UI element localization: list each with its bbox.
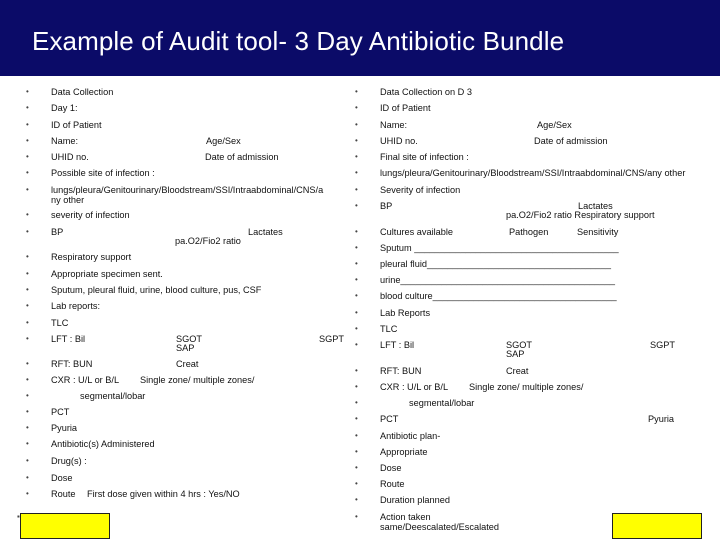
right-cultures: • Cultures available: [355, 227, 454, 237]
right-blood-culture: • blood culture____________________________________: [355, 291, 617, 301]
right-action-taken: • Action taken same/Deescalated/Escalated: [355, 512, 499, 532]
left-zones: Single zone/ multiple zones/: [140, 375, 255, 385]
left-highlight-box: [20, 513, 110, 539]
right-tlc: • TLC: [355, 324, 398, 334]
right-cxr: • CXR : U/L or B/L: [355, 382, 449, 392]
right-lab-reports: • Lab Reports: [355, 308, 431, 318]
right-urine: • urine__________________________________________: [355, 275, 616, 285]
right-pao2-resp: pa.O2/Fio2 ratio Respiratory support: [506, 210, 655, 220]
left-sgpt: SGPT: [319, 334, 345, 344]
right-sgot: SGOT: [506, 340, 533, 350]
right-pct: • PCT: [355, 414, 399, 424]
left-creat: Creat: [176, 359, 199, 369]
left-possible-site: • Possible site of infection :: [26, 168, 155, 178]
page-title: Example of Audit tool- 3 Day Antibiotic Bundle: [32, 26, 565, 56]
footer-marker: ▪: [17, 512, 20, 521]
right-final-site: • Final site of infection :: [355, 152, 469, 162]
left-data-collection: • Data Collection: [26, 87, 114, 97]
left-name: • Name:: [26, 136, 79, 146]
left-severity: • severity of infection: [26, 210, 130, 220]
left-first-dose: First dose given within 4 hrs : Yes/NO: [87, 489, 240, 499]
right-route: • Route: [355, 479, 405, 489]
right-pathogen: Pathogen: [509, 227, 549, 237]
right-zones: Single zone/ multiple zones/: [469, 382, 584, 392]
right-sensitivity: Sensitivity: [577, 227, 619, 237]
left-pyuria: • Pyuria: [26, 423, 78, 433]
right-sites-list: • lungs/pleura/Genitourinary/Bloodstream/SSI/Intraabdominal/CNS/any other: [355, 168, 686, 178]
left-uhid: • UHID no.: [26, 152, 89, 162]
left-tlc: • TLC: [26, 318, 69, 328]
title-bar: [0, 0, 720, 76]
right-lft: • LFT : Bil: [355, 340, 415, 350]
right-appropriate: • Appropriate: [355, 447, 428, 457]
left-specimen-types: • Sputum, pleural fluid, urine, blood culture, pus, CSF: [26, 285, 262, 295]
left-patient-id: • ID of Patient: [26, 120, 102, 130]
right-rft: • RFT: BUN: [355, 366, 422, 376]
right-pyuria: Pyuria: [648, 414, 675, 424]
right-highlight-box: [612, 513, 702, 539]
right-patient-id: • ID of Patient: [355, 103, 431, 113]
left-lactates: Lactates: [248, 227, 283, 237]
left-drugs: • Drug(s) :: [26, 456, 87, 466]
left-sap: SAP: [176, 343, 195, 353]
left-segmental: segmental/lobar: [80, 391, 146, 401]
right-lactates: Lactates: [578, 201, 613, 211]
left-date-admission: Date of admission: [205, 152, 279, 162]
right-sputum: • Sputum ________________________________________: [355, 243, 619, 253]
left-day1: • Day 1:: [26, 103, 78, 113]
right-uhid: • UHID no.: [355, 136, 418, 146]
left-rft: • RFT: BUN: [26, 359, 93, 369]
left-sites-list: • lungs/pleura/Genitourinary/Bloodstream/SSI/Intraabdominal/CNS/a ny other: [26, 185, 324, 205]
left-route: • Route: [26, 489, 76, 499]
left-bp: • BP: [26, 227, 64, 237]
right-sap: SAP: [506, 349, 525, 359]
right-age-sex: Age/Sex: [537, 120, 572, 130]
right-bp: • BP: [355, 201, 393, 211]
right-segmental: segmental/lobar: [409, 398, 475, 408]
left-respiratory-support: • Respiratory support: [26, 252, 132, 262]
left-specimen-sent: • Appropriate specimen sent.: [26, 269, 163, 279]
right-dose: • Dose: [355, 463, 402, 473]
right-data-collection: • Data Collection on D 3: [355, 87, 472, 97]
right-severity: • Severity of infection: [355, 185, 461, 195]
right-creat: Creat: [506, 366, 529, 376]
right-pleural-fluid: • pleural fluid____________________________________: [355, 259, 611, 269]
left-dose: • Dose: [26, 473, 73, 483]
left-pct: • PCT: [26, 407, 70, 417]
left-cxr: • CXR : U/L or B/L: [26, 375, 120, 385]
left-age-sex: Age/Sex: [206, 136, 241, 146]
left-lab-reports: • Lab reports:: [26, 301, 101, 311]
right-name: • Name:: [355, 120, 408, 130]
left-lft: • LFT : Bil: [26, 334, 86, 344]
left-pao2-ratio: pa.O2/Fio2 ratio: [175, 236, 241, 246]
right-duration-planned: • Duration planned: [355, 495, 450, 505]
left-sgot: SGOT: [176, 334, 203, 344]
left-antibiotics-administered: • Antibiotic(s) Administered: [26, 439, 155, 449]
right-antibiotic-plan: • Antibiotic plan-: [355, 431, 441, 441]
right-date-admission: Date of admission: [534, 136, 608, 146]
right-sgpt: SGPT: [650, 340, 676, 350]
